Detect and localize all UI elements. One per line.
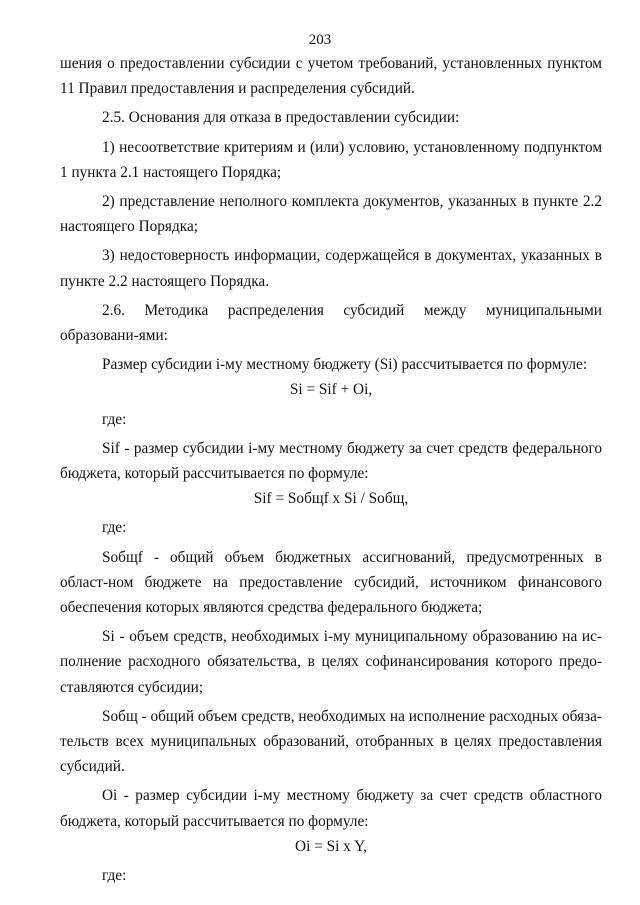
- formula-oi: Oi = Si x Y,: [295, 837, 367, 855]
- formula-sif: Sif = Sобщf x Si / Sобщ,: [253, 490, 409, 508]
- definition-sobshf: Sобщf - общий объем бюджетных ассигнований, предусмотренных в област-ном бюджете на предоставление субсидий, источником финансового обеспечения которых являются средства федерального бюджета;: [60, 548, 602, 617]
- where-label: где:: [102, 519, 127, 537]
- page-body: [60, 51, 602, 888]
- paragraph-continuation: шения о предоставлении субсидии с учетом требований, установленных пунктом 11 Правил предоставления и распределения субсидий.: [60, 55, 602, 98]
- list-item-3: 3) недостоверность информации, содержащейся в документах, указанных в пункте 2.2 настоящего Порядка.: [60, 247, 602, 290]
- definition-oi: Oi - размер субсидии i-му местному бюджету за счет средств областного бюджета, который рассчитывается по формуле:: [60, 787, 602, 830]
- where-label: где:: [102, 867, 127, 885]
- definition-sif: Sif - размер субсидии i-му местному бюджету за счет средств федерального бюджета, который рассчитывается по формуле:: [60, 439, 602, 483]
- list-item-2: 2) представление неполного комплекта документов, указанных в пункте 2.2 настоящего Порядка;: [60, 193, 602, 236]
- definition-si: Si - объем средств, необходимых i-му муниципальному образованию на ис-полнение расходного обязательства, в целях софинансирования которого предо-ставляются субсидии;: [60, 628, 602, 696]
- section-heading-2-5: 2.5. Основания для отказа в предоставлении субсидии:: [102, 109, 460, 127]
- formula-si: Si = Sif + Oi,: [289, 381, 373, 399]
- definition-sobsh: Sобщ - общий объем средств, необходимых на исполнение расходных обяза-тельств всех муниципальных образований, отобранных в целях предоставления субсидий.: [60, 707, 602, 776]
- page-number: 203: [308, 32, 332, 48]
- where-label: где:: [102, 410, 127, 428]
- section-heading-2-6: 2.6. Методика распределения субсидий между муниципальными образовани-ями:: [60, 301, 602, 345]
- list-item-1: 1) несоответствие критериям и (или) условию, установленному подпунктом 1 пункта 2.1 настоящего Порядка;: [60, 138, 602, 181]
- paragraph-subsidy-size: Размер субсидии i-му местному бюджету (Si) рассчитывается по формуле:: [102, 356, 588, 374]
